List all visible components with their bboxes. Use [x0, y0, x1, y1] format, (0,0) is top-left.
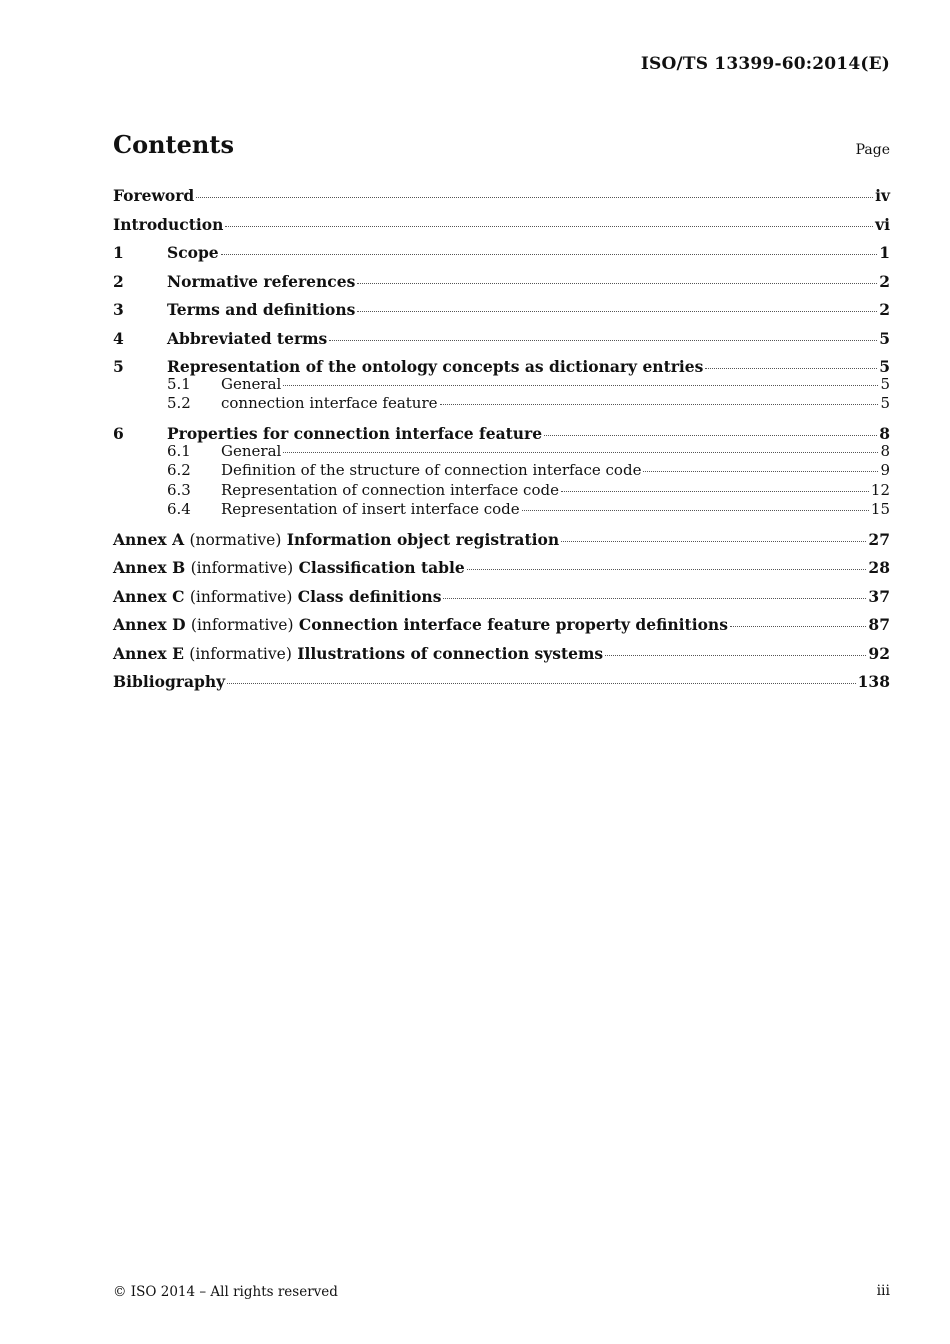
- toc-entry-page: vi: [875, 214, 890, 234]
- dot-leader: [225, 226, 873, 227]
- toc-entry[interactable]: [113, 671, 890, 700]
- annex-label: Annex A: [113, 529, 185, 549]
- dot-leader: [357, 283, 877, 284]
- toc-subentry-number: 6.2: [167, 461, 191, 480]
- toc-entry-number: 5: [113, 357, 124, 376]
- annex-type: (normative): [189, 530, 282, 549]
- toc-subentry-title: Representation of connection interface code: [221, 480, 559, 499]
- toc-subentry[interactable]: [113, 461, 890, 480]
- toc-entry-title: Bibliography: [113, 672, 226, 692]
- toc-entry[interactable]: [113, 529, 890, 558]
- toc-entry-page: 37: [868, 586, 890, 606]
- dot-leader: [283, 385, 878, 386]
- toc-entry[interactable]: [113, 299, 890, 328]
- annex-label: Annex B: [113, 558, 186, 578]
- toc-entry[interactable]: [113, 271, 890, 300]
- toc-subentry-number: 6.1: [167, 441, 191, 460]
- toc-entry-page: 2: [879, 300, 890, 319]
- annex-type: (informative): [189, 644, 292, 663]
- dot-leader: [440, 404, 879, 405]
- dot-leader: [221, 254, 878, 255]
- toc-entry[interactable]: [113, 423, 890, 442]
- dot-leader: [283, 452, 878, 453]
- toc-entry-title: Illustrations of connection systems: [297, 643, 604, 663]
- toc-entry[interactable]: [113, 356, 890, 375]
- toc-subentry-number: 6.4: [167, 500, 191, 519]
- dot-leader: [196, 197, 873, 198]
- toc-entry-page: 27: [868, 529, 890, 549]
- dot-leader: [522, 510, 869, 511]
- toc-entry-page: 5: [879, 357, 890, 376]
- annex-type: (informative): [189, 587, 293, 606]
- dot-leader: [561, 491, 869, 492]
- dot-leader: [705, 368, 877, 369]
- toc-entry-title: Classification table: [298, 558, 465, 578]
- toc-subentry-page: 12: [870, 480, 890, 499]
- annex-label: Annex D: [113, 615, 186, 635]
- toc-entry-title: Scope: [167, 243, 219, 262]
- dot-leader: [227, 683, 856, 684]
- toc-subentry-title: General: [221, 441, 282, 460]
- toc-entry-title: Foreword: [113, 186, 195, 205]
- toc-subentry-title: connection interface feature: [221, 394, 438, 413]
- toc-subentry-page: 8: [880, 441, 890, 460]
- toc-entry-number: 4: [113, 328, 124, 348]
- toc-subentry[interactable]: [113, 481, 890, 500]
- toc-entry-title: Class definitions: [297, 586, 442, 606]
- toc-entry[interactable]: [113, 328, 890, 357]
- toc-entry-title: Abbreviated terms: [167, 328, 328, 348]
- toc-subentry[interactable]: [113, 500, 890, 529]
- toc-subentry-page: 15: [870, 500, 890, 519]
- toc-subentry-title: Definition of the structure of connection interface code: [221, 461, 642, 480]
- dot-leader: [329, 340, 877, 341]
- dot-leader: [443, 598, 866, 599]
- contents-heading-row: [113, 130, 890, 166]
- annex-label: Annex E: [113, 643, 184, 663]
- annex-label: Annex C: [113, 586, 185, 606]
- toc-entry-page: 28: [868, 558, 890, 578]
- page-column-label: Page: [855, 142, 890, 158]
- toc-entry-page: 2: [879, 271, 890, 291]
- dot-leader: [467, 569, 867, 570]
- annex-type: (informative): [190, 559, 294, 578]
- toc-entry-title: Information object registration: [286, 529, 560, 549]
- dot-leader: [357, 311, 877, 312]
- toc-subentry[interactable]: [113, 394, 890, 423]
- document-id: ISO/TS 13399-60:2014(E): [640, 54, 890, 74]
- toc-entry[interactable]: [113, 586, 890, 615]
- table-of-contents: [113, 185, 890, 700]
- toc-entry[interactable]: [113, 643, 890, 672]
- toc-entry-number: 2: [113, 271, 124, 291]
- toc-entry-number: 3: [113, 300, 124, 319]
- dot-leader: [561, 541, 866, 542]
- dot-leader: [730, 626, 866, 627]
- toc-entry-number: 1: [113, 243, 124, 262]
- toc-entry[interactable]: [113, 614, 890, 643]
- toc-entry-page: 5: [879, 328, 890, 348]
- dot-leader: [643, 471, 878, 472]
- copyright-notice: © ISO 2014 – All rights reserved: [113, 1284, 338, 1300]
- dot-leader: [605, 655, 866, 656]
- toc-entry-title: Connection interface feature property definitions: [298, 615, 728, 635]
- dot-leader: [544, 435, 877, 436]
- toc-entry[interactable]: [113, 185, 890, 214]
- toc-subentry-title: General: [221, 375, 282, 393]
- toc-entry[interactable]: [113, 242, 890, 271]
- toc-entry-title: Normative references: [167, 271, 356, 291]
- annex-type: (informative): [190, 616, 294, 635]
- toc-entry-page: 87: [868, 615, 890, 635]
- toc-entry-page: 1: [879, 243, 890, 262]
- toc-entry-title: Terms and definitions: [167, 300, 356, 319]
- toc-subentry-page: 5: [880, 375, 890, 393]
- toc-entry-title: Properties for connection interface feature: [167, 423, 543, 443]
- toc-subentry-number: 5.2: [167, 394, 191, 413]
- page-number: iii: [876, 1283, 890, 1299]
- toc-entry-number: 6: [113, 423, 124, 443]
- toc-entry[interactable]: [113, 557, 890, 586]
- toc-subentry-number: 5.1: [167, 375, 191, 393]
- toc-subentry-title: Representation of insert interface code: [221, 500, 520, 519]
- toc-entry[interactable]: [113, 214, 890, 243]
- toc-entry-page: 92: [868, 643, 890, 663]
- toc-entry-page: iv: [875, 186, 890, 205]
- toc-entry-title: Introduction: [113, 214, 224, 234]
- toc-subentry-page: 9: [880, 461, 890, 480]
- toc-entry-page: 8: [879, 423, 890, 443]
- toc-entry-title: Representation of the ontology concepts as dictionary entries: [167, 357, 704, 376]
- toc-subentry-page: 5: [880, 394, 890, 413]
- toc-subentry-number: 6.3: [167, 480, 191, 499]
- page-title: Contents: [113, 130, 234, 159]
- toc-entry-page: 138: [857, 672, 890, 692]
